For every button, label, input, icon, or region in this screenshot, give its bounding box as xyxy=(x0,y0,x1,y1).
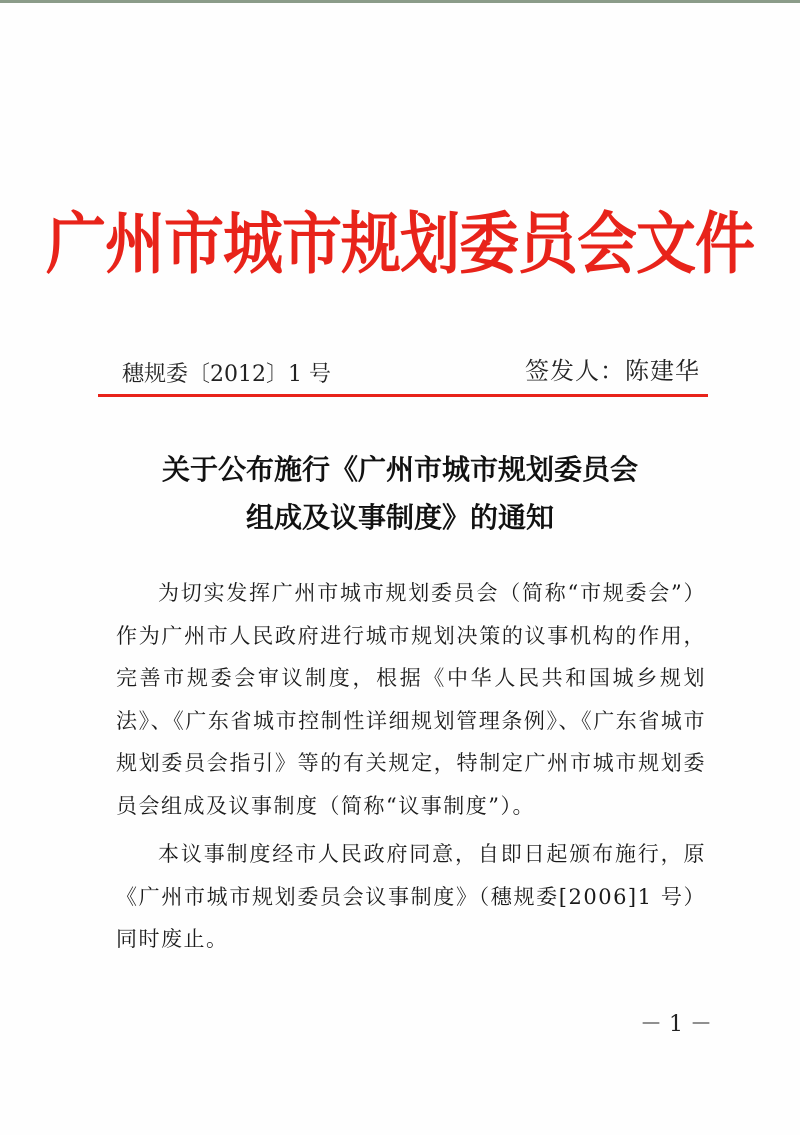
scan-top-edge xyxy=(0,0,800,3)
document-masthead: 广州市城市规划委员会文件 xyxy=(46,205,754,284)
notice-title-line-2: 组成及议事制度》的通知 xyxy=(245,501,554,534)
document-number: 穗规委〔2012〕1 号 xyxy=(122,362,331,387)
notice-body xyxy=(116,572,706,967)
body-paragraph-2: 本议事制度经市人民政府同意，自即日起颁布施行，原《广州市城市规划委员会议事制度》（穗规委[2006]1 号）同时废止。 xyxy=(116,842,706,951)
notice-title-line-1: 关于公布施行《广州市城市规划委员会 xyxy=(161,453,638,486)
red-separator-line xyxy=(98,394,708,397)
signer-label: 签发人：陈建华 xyxy=(525,357,700,385)
notice-title xyxy=(0,446,800,542)
body-paragraph-1: 为切实发挥广州市城市规划委员会（简称“市规委会”）作为广州市人民政府进行城市规划决策的议事机构的作用，完善市规委会审议制度，根据《中华人民共和国城乡规划法》、《广东省城市控制性详细规划管理条例》、《广东省城市规划委员会指引》等的有关规定，特制定广州市城市规划委员会组成及议事制度（简称“议事制度”）。 xyxy=(116,581,706,818)
page-number: － 1 － xyxy=(640,1012,712,1037)
